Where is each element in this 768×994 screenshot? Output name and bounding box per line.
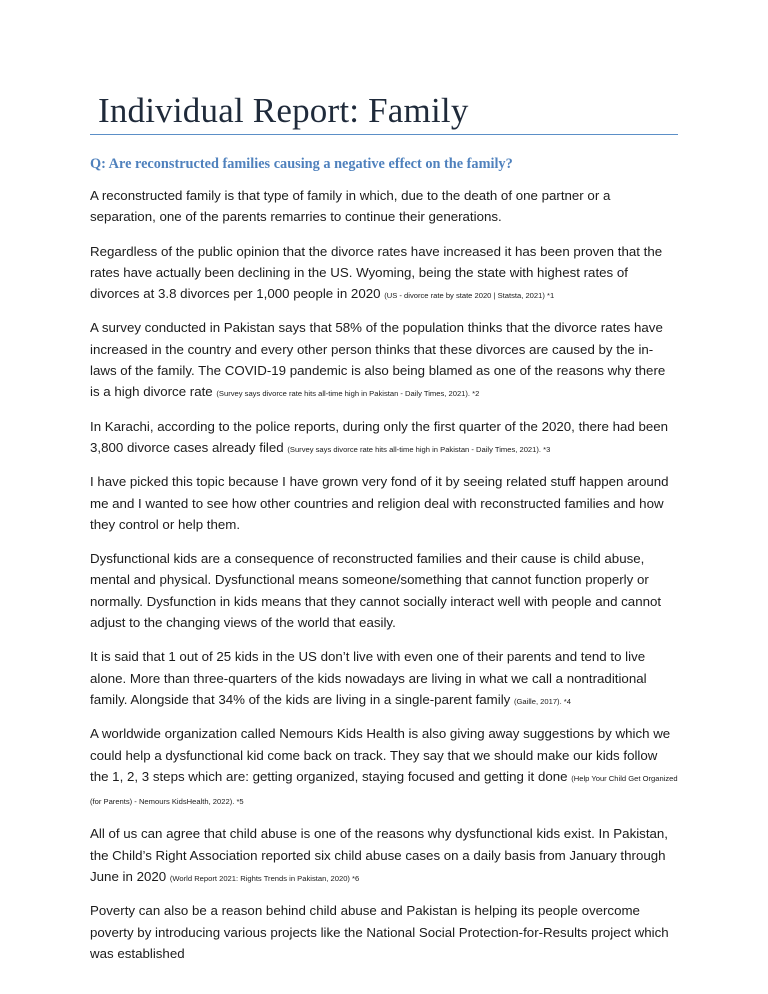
- paragraph-text: A worldwide organization called Nemours Kids Health is also giving away suggestions by which we could help a dysfunctional kid come back on track. They say that we should make our kids follow the 1, 2, 3 steps which are: getting organized, staying focused and getting it done: [90, 726, 671, 784]
- citation: (World Report 2021: Rights Trends in Pakistan, 2020) *6: [169, 874, 360, 884]
- paragraph-1: [90, 185, 678, 230]
- research-question: Q: Are reconstructed families causing a negative effect on the family?: [90, 156, 513, 172]
- page-title: Individual Report: Family: [98, 91, 469, 130]
- paragraph-text: A survey conducted in Pakistan says that 58% of the population thinks that the divorce rates have increased in the country and every other person thinks that these divorces are caused by the in-laws of the family. The COVID-19 pandemic is also being blamed as one of the reasons why there is a high divorce rate: [90, 320, 666, 400]
- paragraph-5: [90, 471, 678, 537]
- citation: (Survey says divorce rate hits all-time high in Pakistan - Daily Times, 2021). *2: [216, 389, 480, 399]
- paragraph-text: All of us can agree that child abuse is one of the reasons why dysfunctional kids exist. In Pakistan, the Child’s Right Association reported six child abuse cases on a daily basis from January through June in 2020: [90, 826, 668, 885]
- paragraph-2: [90, 241, 678, 307]
- paragraph-text: I have picked this topic because I have grown very fond of it by seeing related stuff happen around me and I wanted to see how other countries and religion deal with reconstructed families and how they control or help them.: [90, 474, 669, 532]
- paragraph-10: [90, 900, 678, 966]
- paragraph-text: Dysfunctional kids are a consequence of reconstructed families and their cause is child abuse, mental and physical. Dysfunctional means someone/something that cannot function properly or normally. Dysfunction in kids means that they cannot socially interact well with people and cannot adjust to the changing views of the world that easily.: [90, 551, 662, 631]
- paragraph-text: Poverty can also be a reason behind child abuse and Pakistan is helping its people overcome poverty by introducing various projects like the National Social Protection-for-Results project which was established: [90, 903, 669, 961]
- title-underline: [90, 134, 678, 135]
- citation: (US - divorce rate by state 2020 | Statsta, 2021) *1: [384, 291, 555, 301]
- paragraph-text: A reconstructed family is that type of family in which, due to the death of one partner or a separation, one of the parents remarries to continue their generations.: [90, 188, 611, 225]
- paragraph-4: [90, 416, 678, 461]
- paragraph-8: [90, 723, 678, 812]
- paragraph-text: In Karachi, according to the police reports, during only the first quarter of the 2020, there had been 3,800 divorce cases already filed: [90, 418, 669, 455]
- paragraph-text: It is said that 1 out of 25 kids in the US don’t live with even one of their parents and tend to live alone. More than three-quarters of the kids nowadays are living in what we call a nontraditional family. Alongside that 34% of the kids are living in a single-parent family: [90, 649, 647, 707]
- paragraph-7: [90, 646, 678, 712]
- paragraph-text: Regardless of the public opinion that the divorce rates have increased it has been proven that the rates have actually been declining in the US. Wyoming, being the state with highest rates of divorces at 3.8 divorces per 1,000 people in 2020: [90, 243, 663, 302]
- paragraph-6: [90, 548, 678, 635]
- paragraph-9: [90, 823, 678, 889]
- citation: (Survey says divorce rate hits all-time high in Pakistan - Daily Times, 2021). *3: [287, 444, 551, 454]
- citation: (Help Your Child Get Organized (for Parents) - Nemours KidsHealth, 2022). *5: [90, 773, 678, 807]
- paragraph-3: [90, 317, 678, 404]
- citation: (Gaille, 2017). *4: [514, 696, 571, 706]
